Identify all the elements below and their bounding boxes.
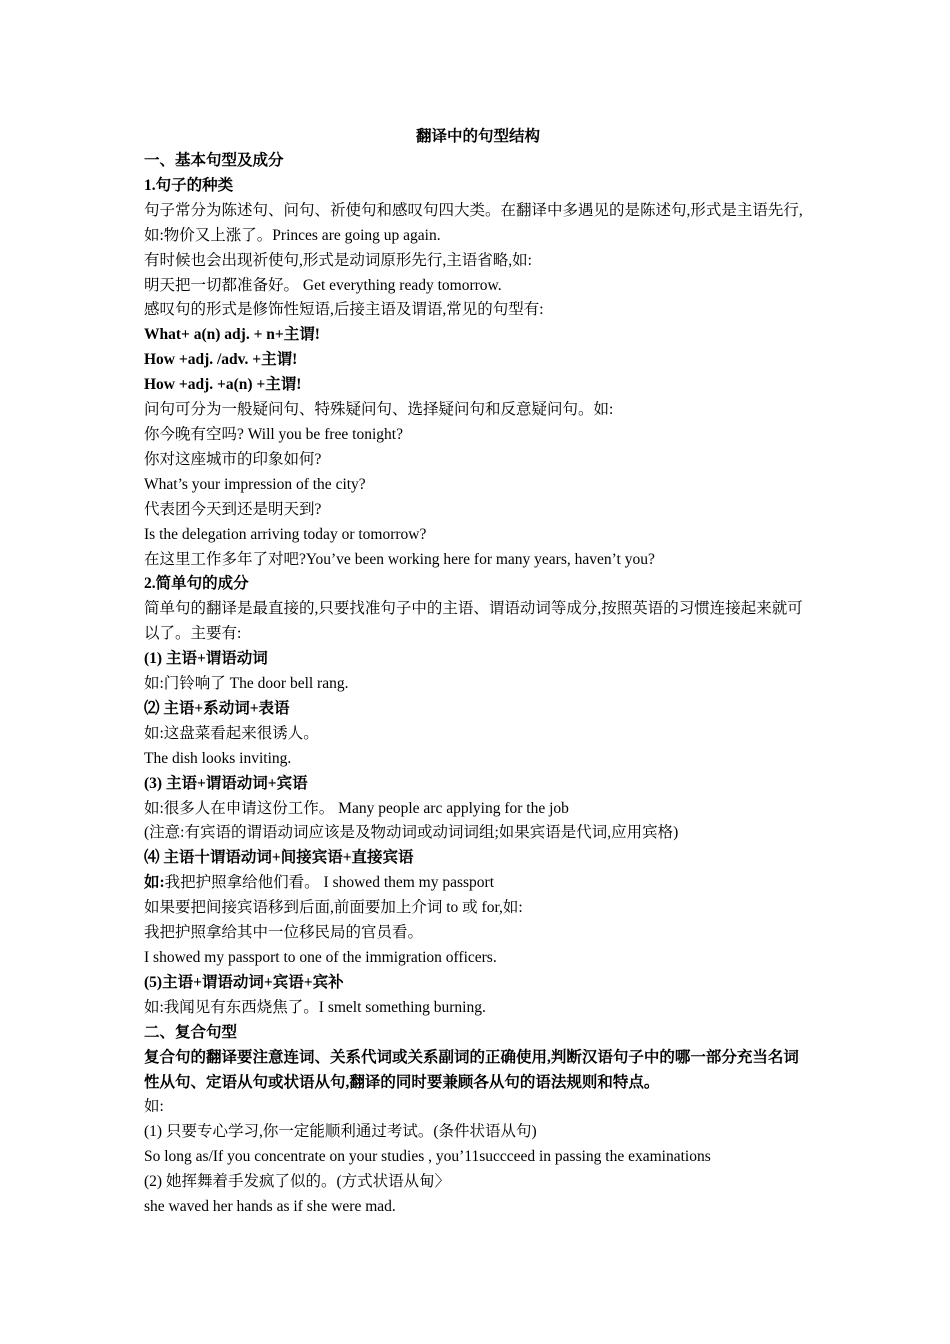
- heading-line: 2.简单句的成分: [144, 575, 249, 593]
- text-line: 如果要把间接宾语移到后面,前面要加上介词 to 或 for,如:: [144, 899, 523, 917]
- text-line: 有时候也会出现祈使句,形式是动词原形先行,主语省略,如:: [144, 251, 532, 269]
- text-line: (1) 只要专心学习,你一定能顺利通过考试。(条件状语从句): [144, 1123, 537, 1141]
- text-line: 简单句的翻译是最直接的,只要找准句子中的主语、谓语动词等成分,按照英语的习惯连接起来就可以了。主要有:: [144, 600, 803, 643]
- line-text: 我把护照拿给他们看。 I showed them my passport: [164, 874, 495, 892]
- text-line: 如:我闻见有东西烧焦了。I smelt something burning.: [144, 998, 486, 1016]
- heading-line: 复合句的翻译要注意连词、关系代词或关系副词的正确使用,判断汉语句子中的哪一部分充当名词性从句、定语从句或状语从句,翻译的同时要兼顾各从句的语法规则和特点。: [144, 1048, 799, 1091]
- text-line: 在这里工作多年了对吧?You’ve been working here for many years, haven’t you?: [144, 550, 655, 568]
- text-line: 代表团今天到还是明天到?: [144, 500, 322, 518]
- text-line: [144, 871, 812, 896]
- text-line: 如:: [144, 1098, 164, 1116]
- heading-line: ⑷ 主语十谓语动词+间接宾语+直接宾语: [144, 849, 414, 867]
- heading-line: 一、基本句型及成分: [144, 152, 284, 169]
- heading-line: How +adj. /adv. +主谓!: [144, 351, 298, 369]
- text-line: she waved her hands as if she were mad.: [144, 1198, 396, 1216]
- text-line: 如:门铃响了 The door bell rang.: [144, 675, 349, 693]
- text-line: So long as/If you concentrate on your studies , you’11succceed in passing the examinations: [144, 1148, 711, 1166]
- text-line: 你对这座城市的印象如何?: [144, 450, 322, 468]
- text-line: 问句可分为一般疑问句、特殊疑问句、选择疑问句和反意疑问句。如:: [144, 401, 614, 419]
- text-line: (注意:有宾语的谓语动词应该是及物动词或动词词组;如果宾语是代词,应用宾格): [144, 824, 679, 842]
- text-line: Is the delegation arriving today or tomorrow?: [144, 525, 427, 543]
- heading-line: 1.句子的种类: [144, 176, 234, 194]
- heading-line: (5)主语+谓语动词+宾语+宾补: [144, 973, 344, 991]
- text-line: I showed my passport to one of the immigration officers.: [144, 949, 497, 966]
- heading-line: 二、复合句型: [144, 1023, 238, 1041]
- heading-line: ⑵ 主语+系动词+表语: [144, 699, 290, 717]
- document-body: [144, 124, 812, 1220]
- text-line: The dish looks inviting.: [144, 749, 292, 767]
- text-line: 你今晚有空吗? Will you be free tonight?: [144, 425, 403, 443]
- text-line: (2) 她挥舞着手发疯了似的。(方式状语从甸〉: [144, 1173, 451, 1191]
- text-line: 如:这盘菜看起来很诱人。: [144, 724, 319, 742]
- document-title: 翻译中的句型结构: [415, 128, 540, 145]
- text-line: 感叹句的形式是修饰性短语,后接主语及谓语,常见的句型有:: [144, 301, 544, 319]
- document-lines: [144, 149, 812, 1220]
- text-line: What’s your impression of the city?: [144, 475, 366, 493]
- heading-line: (1) 主语+谓语动词: [144, 650, 268, 668]
- text-line: 句子常分为陈述句、问句、祈使句和感叹句四大类。在翻译中多遇见的是陈述句,形式是主语先行,如:物价又上涨了。Princes are going up again.: [144, 201, 803, 244]
- line-prefix: 如:: [144, 874, 165, 892]
- heading-line: (3) 主语+谓语动词+宾语: [144, 774, 308, 792]
- heading-line: What+ a(n) adj. + n+主谓!: [144, 326, 320, 344]
- text-line: 我把护照拿给其中一位移民局的官员看。: [144, 924, 424, 942]
- text-line: 如:很多人在申请这份工作。 Many people arc applying for the job: [144, 799, 569, 817]
- text-line: 明天把一切都准备好。 Get everything ready tomorrow.: [144, 276, 502, 294]
- heading-line: How +adj. +a(n) +主谓!: [144, 376, 302, 394]
